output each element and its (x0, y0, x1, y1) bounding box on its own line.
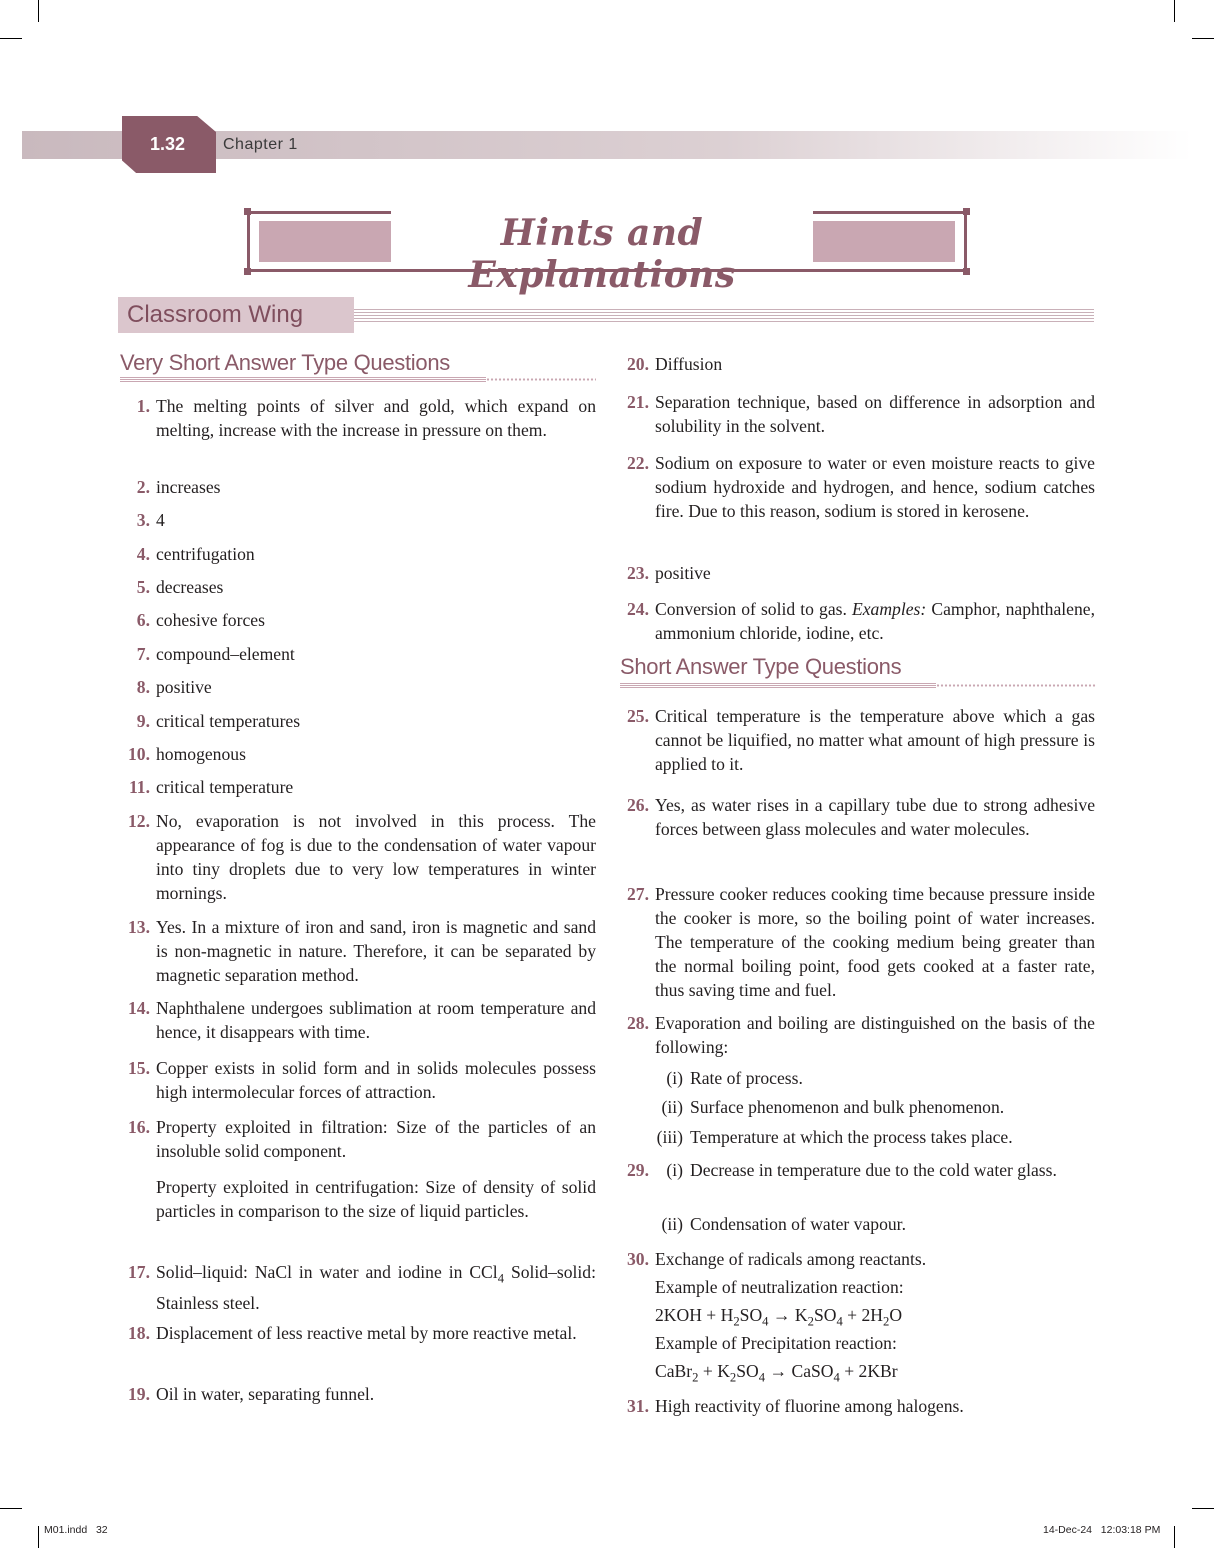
crop-mark (1174, 0, 1175, 22)
equation-text: CaBr$_2$ + $K_2SO_4$ → CaSO$_4$ + 2KBr (655, 1361, 898, 1385)
subheading-rule (120, 377, 596, 383)
item-text-part: Solid–liquid: NaCl in water and iodine in CCl (156, 1262, 498, 1282)
item-text: Critical temperature is the temperature above which a gas cannot be liquified, no matter what amount of high pressure is applied to it. (655, 706, 1095, 774)
crop-mark (0, 38, 22, 39)
roman-numeral: (i) (666, 1160, 683, 1180)
title-frame (247, 211, 967, 296)
item-text: Exchange of radicals among reactants. (655, 1249, 927, 1269)
roman-numeral: (ii) (661, 1097, 683, 1117)
item-number: 18. (128, 1323, 150, 1343)
item-number: 5. (136, 577, 150, 597)
frame-corner (963, 208, 970, 215)
frame-corner (244, 268, 251, 275)
item-number: 13. (128, 917, 150, 937)
sub-item-text: Rate of process. (690, 1068, 803, 1088)
title-panel (391, 208, 813, 296)
section-rule (354, 309, 1094, 323)
item-text: The melting points of silver and gold, which expand on melting, increase with the increase in pressure on them. (156, 396, 596, 440)
item-number: 19. (128, 1384, 150, 1404)
item-text: Yes, as water rises in a capillary tube due to strong adhesive forces between glass molecules and water molecules. (655, 795, 1095, 839)
item-number: 29. (627, 1160, 649, 1180)
frame-corner (963, 268, 970, 275)
item-text (156, 1260, 596, 1315)
item-number: 8. (136, 677, 150, 697)
item-text: Naphthalene undergoes sublimation at room temperature and hence, it disappears with time. (156, 998, 596, 1042)
item-text: Property exploited in centrifugation: Size of density of solid particles in comparison to the size of liquid particles. (156, 1177, 596, 1221)
item-text: Displacement of less reactive metal by more reactive metal. (156, 1323, 577, 1343)
item-number: 24. (627, 599, 649, 619)
item-number: 31. (627, 1396, 649, 1416)
item-text: decreases (156, 577, 224, 597)
item-text: Sodium on exposure to water or even moisture reacts to give sodium hydroxide and hydrogen, and hence, sodium catches fire. Due to this reason, sodium is stored in kerosene. (655, 453, 1095, 521)
roman-numeral: (ii) (661, 1214, 683, 1234)
sub-item-text: Condensation of water vapour. (690, 1214, 906, 1234)
item-number: 25. (627, 706, 649, 726)
crop-mark (1192, 38, 1214, 39)
footer-file: M01.indd 32 (44, 1524, 108, 1536)
subheading-rule (620, 683, 1096, 689)
item-text: Copper exists in solid form and in solids molecules possess high intermolecular forces of attraction. (156, 1058, 596, 1102)
item-text: Separation technique, based on difference in adsorption and solubility in the solvent. (655, 392, 1095, 436)
item-number: 23. (627, 563, 649, 583)
crop-mark (0, 1508, 22, 1509)
item-text: Yes. In a mixture of iron and sand, iron is magnetic and sand is non-magnetic in nature. Therefore, it can be separated by magnetic separation method. (156, 917, 596, 985)
footer-timestamp: 14-Dec-24 12:03:18 PM (1043, 1524, 1161, 1536)
item-number: 1. (136, 396, 150, 416)
item-number: 11. (128, 777, 150, 797)
example-label-text: Example of neutralization reaction: (655, 1277, 904, 1297)
item-text: centrifugation (156, 544, 255, 564)
item-number: 10. (128, 744, 150, 764)
frame-corner (244, 208, 251, 215)
item-text: critical temperatures (156, 711, 301, 731)
item-number: 4. (136, 544, 150, 564)
example-label (655, 1275, 1095, 1299)
item-text: Evaporation and boiling are distinguished on the basis of the following: (655, 1013, 1095, 1057)
roman-numeral: (i) (666, 1068, 683, 1088)
item-text-part: Solid–solid: Stainless steel. (156, 1262, 596, 1313)
item-text: Diffusion (655, 354, 723, 374)
item-number: 9. (136, 711, 150, 731)
item-text: positive (156, 677, 212, 697)
item-text: homogenous (156, 744, 246, 764)
item-number: 28. (627, 1013, 649, 1033)
chapter-label: Chapter 1 (223, 136, 298, 153)
item-number: 27. (627, 884, 649, 904)
item-text: Pressure cooker reduces cooking time because pressure inside the cooker is more, so the boiling point of water increases. The temperature of the cooking medium being greater than the normal boiling point, food gets cooked at a faster rate, thus saving time and fuel. (655, 884, 1095, 1000)
item-number: 7. (136, 644, 150, 664)
item-number: 20. (627, 354, 649, 374)
item-text-part: Conversion of solid to gas. (655, 599, 852, 619)
subheading-short: Short Answer Type Questions (620, 654, 902, 679)
example-label (655, 1331, 1095, 1355)
example-label-text: Example of Precipitation reaction: (655, 1333, 897, 1353)
page-title: Hints and Explanations (468, 212, 736, 296)
item-text (655, 597, 1095, 645)
sub-item-text: Decrease in temperature due to the cold water glass. (690, 1160, 1057, 1180)
item-number: 15. (128, 1058, 150, 1078)
section-heading: Classroom Wing (127, 301, 304, 328)
item-number: 14. (128, 998, 150, 1018)
crop-mark (38, 0, 39, 22)
page-number: 1.32 (150, 134, 186, 154)
item-text: High reactivity of fluorine among halogens. (655, 1396, 964, 1416)
crop-mark (1174, 1526, 1175, 1548)
equation-text: $2KOH + H_2SO_4 \to K_2SO_4 + 2H_2O$ (655, 1305, 903, 1329)
item-number: 16. (128, 1117, 150, 1137)
item-text-part: Camphor, naphthalene, ammonium chloride, iodine, etc. (655, 599, 1095, 643)
subheading-very-short: Very Short Answer Type Questions (120, 350, 450, 375)
item-number: 26. (627, 795, 649, 815)
item-text: cohesive forces (156, 610, 265, 630)
item-number: 2. (136, 477, 150, 497)
item-number: 22. (627, 453, 649, 473)
item-text: positive (655, 563, 711, 583)
item-number: 21. (627, 392, 649, 412)
subscript: 4 (497, 1271, 505, 1286)
item-text: 4 (156, 510, 165, 530)
item-number: 30. (627, 1249, 649, 1269)
item-text: critical temperature (156, 777, 294, 797)
chemical-equation (655, 1359, 1095, 1390)
sub-item-text: Temperature at which the process takes place. (690, 1127, 1013, 1147)
item-text: increases (156, 477, 221, 497)
item-text: Property exploited in filtration: Size of the particles of an insoluble solid component. (156, 1117, 596, 1161)
crop-mark (1192, 1508, 1214, 1509)
roman-numeral: (iii) (656, 1127, 683, 1147)
item-number: 12. (128, 811, 150, 831)
item-number: 6. (136, 610, 150, 630)
chemical-equation (655, 1303, 1095, 1334)
crop-mark (38, 1526, 39, 1548)
sub-item-text: Surface phenomenon and bulk phenomenon. (690, 1097, 1005, 1117)
item-text: compound–element (156, 644, 295, 664)
item-text: No, evaporation is not involved in this process. The appearance of fog is due to the condensation of water vapour into tiny droplets due to very low temperatures in winter mornings. (156, 811, 596, 903)
item-number: 17. (128, 1262, 150, 1282)
item-text-emphasis: Examples: (851, 599, 927, 619)
item-number: 3. (136, 510, 150, 530)
item-text: Oil in water, separating funnel. (156, 1384, 375, 1404)
